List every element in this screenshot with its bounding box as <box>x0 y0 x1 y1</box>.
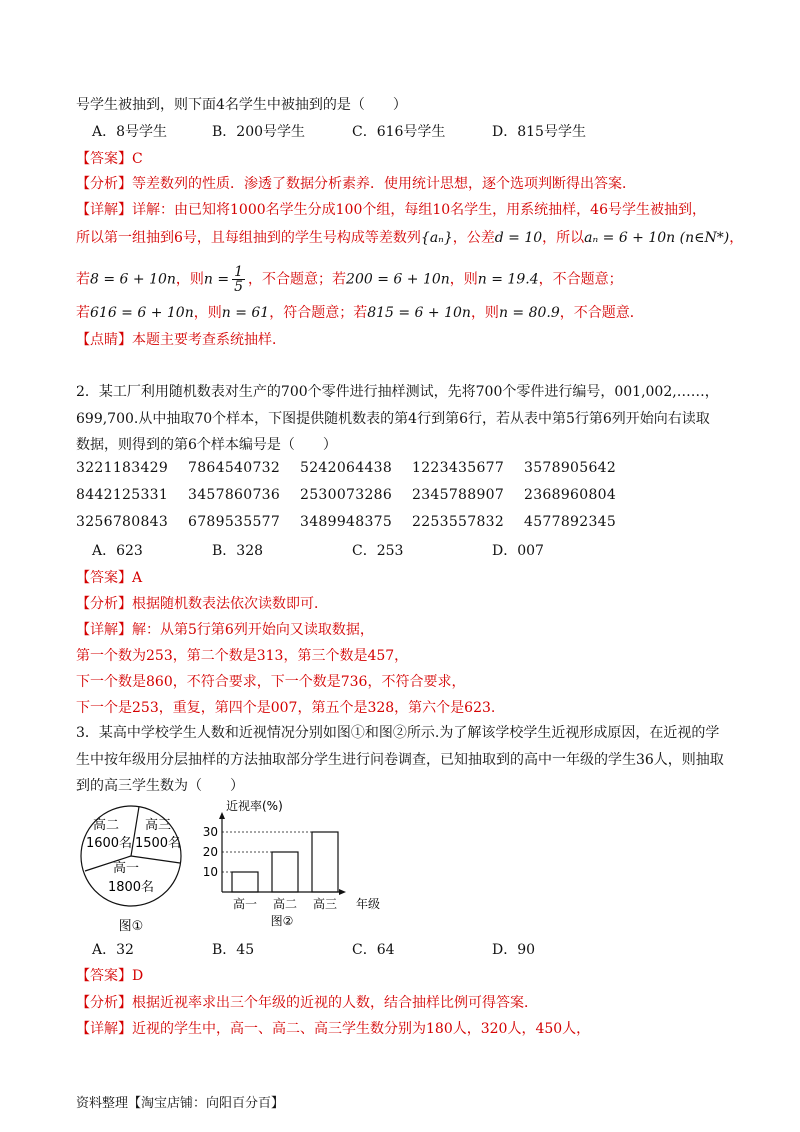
math-equation: n = 19.4 <box>477 271 539 288</box>
q1-stem-continuation: 号学生被抽到，则下面4名学生中被抽到的是（ ） <box>76 97 407 113</box>
analysis-tag: 【分析】 <box>76 995 132 1011</box>
random-table-cell: 3457860736 <box>188 487 281 503</box>
q3-option-c[interactable]: C．64 <box>352 942 395 958</box>
q3-option-a[interactable]: A．32 <box>92 942 134 958</box>
random-table-cell: 2253557832 <box>412 514 505 530</box>
bar <box>232 872 258 892</box>
random-table-cell: 7864540732 <box>188 460 281 476</box>
q2-detail <box>76 621 374 639</box>
q1-answer <box>76 150 143 168</box>
q1-analysis <box>76 175 636 193</box>
x-axis-label: 年级 <box>355 897 381 911</box>
random-table-cell: 2530073286 <box>300 487 393 503</box>
random-table-cell: 3221183429 <box>76 460 169 476</box>
q3-option-d[interactable]: D．90 <box>492 942 536 958</box>
random-table-cell: 3578905642 <box>524 460 617 476</box>
analysis-tag: 【分析】 <box>76 596 132 612</box>
math-equation: n = 61 <box>221 305 270 321</box>
random-table-cell: 5242064438 <box>300 460 393 476</box>
analysis-text: 根据随机数表法依次读数即可． <box>132 596 328 612</box>
detail-text: 若 <box>76 305 90 321</box>
random-table-cell: 2368960804 <box>524 487 617 503</box>
detail-text: 若 <box>76 271 90 288</box>
math-general-term: aₙ = 6 + 10n (n∈N*) <box>584 230 730 246</box>
detail-tag: 【详解】 <box>76 622 132 638</box>
y-axis-arrow <box>219 812 225 819</box>
fraction-denominator: 5 <box>234 279 244 295</box>
detail-text: 解：从第5行第6列开始向又读取数据， <box>132 622 374 638</box>
random-table-cell: 1223435677 <box>412 460 505 476</box>
q2-option-c[interactable]: C．253 <box>352 543 404 559</box>
chart-caption: 图② <box>270 914 294 928</box>
answer-value: D <box>132 968 144 984</box>
pie-label-grade3: 高三 <box>144 818 172 833</box>
q1-option-d[interactable]: D．815号学生 <box>492 124 586 140</box>
math-equation: 616 = 6 + 10n <box>90 305 194 321</box>
analysis-tag: 【分析】 <box>76 176 132 192</box>
random-table-cell: 6789535577 <box>188 514 281 530</box>
random-table-cell: 3489948375 <box>300 514 393 530</box>
x-tick-label: 高三 <box>312 897 338 911</box>
q1-detail-line-1 <box>76 201 706 219</box>
answer-value: C <box>132 151 143 167</box>
detail-text: ，则 <box>175 271 204 288</box>
math-variable: n = <box>203 271 230 288</box>
q3-stem-line-3: 到的高三学生数为（ ） <box>76 778 244 794</box>
detail-text: ，符合题意；若 <box>269 305 368 321</box>
page-footer: 资料整理【淘宝店铺：向阳百分百】 <box>76 1096 285 1111</box>
detail-text: ，所以 <box>542 230 585 246</box>
random-table-cell: 3256780843 <box>76 514 169 530</box>
answer-tag: 【答案】 <box>76 151 132 167</box>
detail-text: ，不合题意； <box>538 271 623 288</box>
q3-stem-line-2: 生中按年级用分层抽样的方法抽取部分学生进行问卷调查，已知抽取到的高中一年级的学生36人，则抽取 <box>76 752 724 768</box>
math-sequence: {aₙ} <box>420 230 453 246</box>
q1-detail-line-4 <box>76 304 644 322</box>
q2-detail-line-2: 下一个数是860，不符合要求，下一个数是736，不符合要求， <box>76 674 466 690</box>
pie-count-grade3: 1500名 <box>134 836 182 851</box>
x-tick-label: 高二 <box>272 897 298 911</box>
math-equation: 815 = 6 + 10n <box>367 305 471 321</box>
analysis-text: 根据近视率求出三个年级的近视的人数，结合抽样比例可得答案． <box>132 995 538 1011</box>
detail-tag: 【详解】 <box>76 1021 132 1037</box>
q1-option-b[interactable]: B．200号学生 <box>212 124 306 140</box>
q2-stem-line-1: 2．某工厂利用随机数表对生产的700个零件进行抽样测试，先将700个零件进行编号，001,002,……， <box>76 384 719 400</box>
detail-text: ，公差 <box>452 230 495 246</box>
q2-option-d[interactable]: D．007 <box>492 543 544 559</box>
detail-text: 详解：由已知将1000名学生分成100个组，每组10名学生，用系统抽样，46号学生被抽到， <box>132 202 706 218</box>
q1-point <box>76 331 286 349</box>
random-table-cell: 2345788907 <box>412 487 505 503</box>
answer-value: A <box>132 570 143 586</box>
q2-detail-line-3: 下一个是253，重复，第四个是007，第五个是328，第六个是623. <box>76 700 496 716</box>
math-equation: 8 = 6 + 10n <box>90 271 176 288</box>
q2-stem-line-2: 699,700.从中抽取70个样本，下图提供随机数表的第4行到第6行，若从表中第5行第6列开始向右读取 <box>76 411 710 427</box>
random-table-cell: 8442125331 <box>76 487 169 503</box>
point-text: 本题主要考查系统抽样． <box>132 332 286 348</box>
detail-text: ， <box>729 230 744 246</box>
bar <box>272 852 298 892</box>
x-axis-arrow <box>339 889 346 895</box>
math-fraction <box>232 265 245 294</box>
random-table-cell: 4577892345 <box>524 514 617 530</box>
bar <box>312 832 338 892</box>
detail-text: 所以第一组抽到6号，且每组抽到的学生号构成等差数列 <box>76 230 421 246</box>
answer-tag: 【答案】 <box>76 570 132 586</box>
answer-tag: 【答案】 <box>76 968 132 984</box>
pie-count-grade2: 1600名 <box>85 836 133 851</box>
detail-text: ，不合题意． <box>559 305 644 321</box>
pie-label-grade2: 高二 <box>92 818 120 833</box>
analysis-text: 等差数列的性质．渗透了数据分析素养．使用统计思想，逐个选项判断得出答案． <box>132 176 636 192</box>
detail-text: ，则 <box>470 305 499 321</box>
pie-count-grade1: 1800名 <box>107 880 155 895</box>
y-tick-label: 30 <box>202 825 218 839</box>
fraction-numerator: 1 <box>234 264 244 280</box>
detail-tag: 【详解】 <box>76 202 132 218</box>
y-tick-label: 10 <box>202 865 218 879</box>
q3-detail <box>76 1020 590 1038</box>
q1-detail-line-3 <box>76 265 623 294</box>
y-axis-label: 近视率(%) <box>226 800 283 813</box>
q2-detail-line-1: 第一个数为253，第二个数是313，第三个数是457， <box>76 648 409 664</box>
q3-analysis <box>76 994 538 1012</box>
x-tick-label: 高一 <box>232 897 258 911</box>
y-tick-label: 20 <box>202 845 218 859</box>
pie-figure <box>76 804 196 934</box>
pie-caption: 图① <box>118 919 144 934</box>
q3-option-b[interactable]: B．45 <box>212 942 255 958</box>
detail-text: ，则 <box>449 271 478 288</box>
pie-label-grade1: 高一 <box>112 861 140 876</box>
detail-text: ，不合题意；若 <box>248 271 347 288</box>
math-common-difference: d = 10 <box>494 230 543 246</box>
point-tag: 【点睛】 <box>76 332 132 348</box>
bar-chart <box>190 800 390 935</box>
q2-option-a[interactable]: A．623 <box>92 543 143 559</box>
q1-option-c[interactable]: C．616号学生 <box>352 124 446 140</box>
q1-detail-line-2 <box>76 229 743 247</box>
q3-answer <box>76 967 143 985</box>
q2-analysis <box>76 595 328 613</box>
q2-answer <box>76 569 142 587</box>
q3-stem-line-1: 3．某高中学校学生人数和近视情况分别如图①和图②所示.为了解该学校学生近视形成原因，在近视的学 <box>76 725 720 741</box>
detail-text: ，则 <box>193 305 222 321</box>
math-equation: 200 = 6 + 10n <box>346 271 450 288</box>
q1-option-a[interactable]: A．8号学生 <box>92 124 168 140</box>
q2-option-b[interactable]: B．328 <box>212 543 264 559</box>
math-equation: n = 80.9 <box>498 305 560 321</box>
q2-stem-line-3: 数据，则得到的第6个样本编号是（ ） <box>76 437 337 453</box>
detail-text: 近视的学生中，高一、高二、高三学生数分别为180人，320人，450人， <box>132 1021 591 1037</box>
